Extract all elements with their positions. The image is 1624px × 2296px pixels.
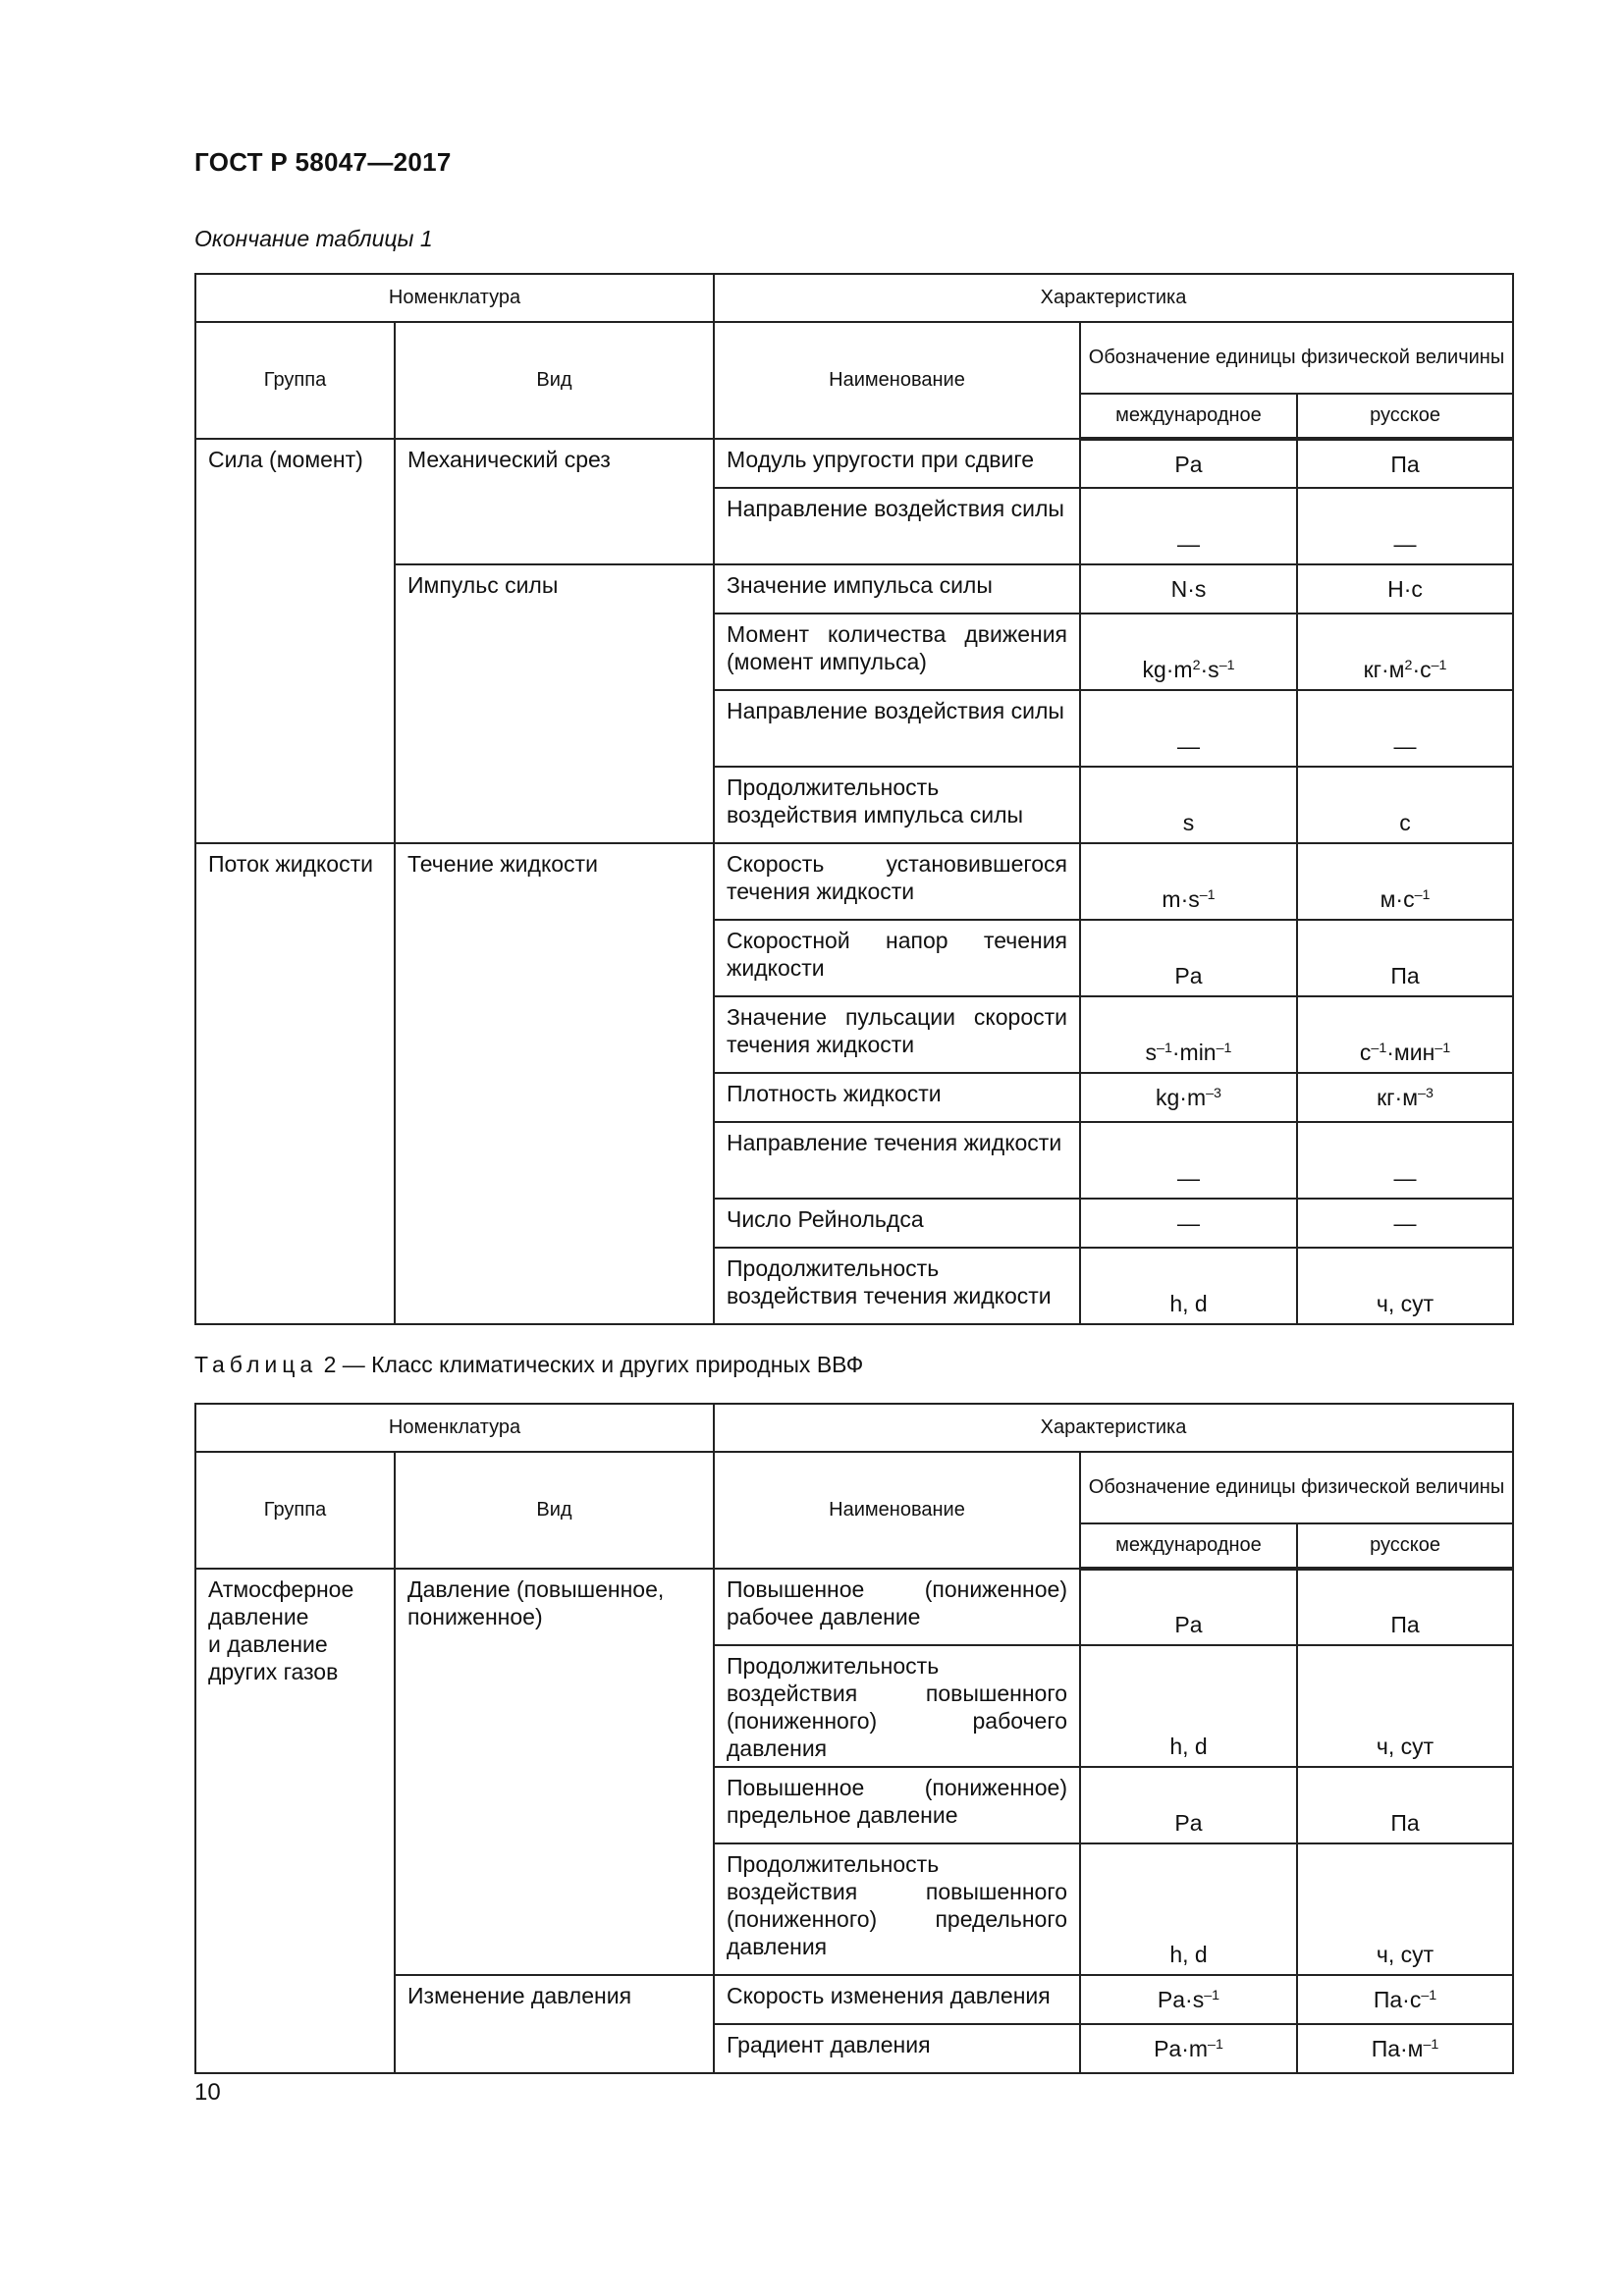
unit-russian: Па — [1297, 439, 1513, 488]
unit-international: h, d — [1080, 1843, 1297, 1975]
table-row — [195, 1569, 1513, 1645]
unit-international: Pa — [1080, 1767, 1297, 1843]
param-name: Скорость изменения давления — [714, 1975, 1080, 2024]
unit-international: $Pa\cdot m^{-1}$ — [1080, 2024, 1297, 2073]
table2-caption-label: Таблица — [194, 1352, 318, 1377]
param-name: Направление течения жидкости — [714, 1122, 1080, 1199]
unit-international: $m\cdot s^{-1}$ — [1080, 843, 1297, 920]
header-nomenclature: Номенклатура — [195, 274, 714, 322]
param-name: Продолжительность воздействия повышенного (пониженного) предельного давления — [714, 1843, 1080, 1975]
param-name: Продолжительность воздействия повышенного (пониженного) рабочего давления — [714, 1645, 1080, 1767]
unit-russian: Па — [1297, 1569, 1513, 1645]
table2 — [194, 1403, 1514, 2074]
header-international: международное — [1080, 1523, 1297, 1569]
unit-russian: $Па\cdot с^{-1}$ — [1297, 1975, 1513, 2024]
table-row — [195, 843, 1513, 920]
unit-russian: Н·с — [1297, 564, 1513, 614]
header-unit-designation: Обозначение единицы физической величины — [1080, 322, 1513, 394]
kind-cell: Изменение давления — [395, 1975, 714, 2073]
header-kind: Вид — [395, 322, 714, 439]
kind-cell: Давление (повышенное, пониженное) — [395, 1569, 714, 1975]
unit-russian: ч, сут — [1297, 1843, 1513, 1975]
unit-russian: $м\cdot с^{-1}$ — [1297, 843, 1513, 920]
unit-international: — — [1080, 1122, 1297, 1199]
header-characteristic: Характеристика — [714, 274, 1513, 322]
unit-russian: с — [1297, 767, 1513, 843]
table2-caption-text: 2 — Класс климатических и других природных ВВФ — [323, 1352, 864, 1377]
param-name: Значение пульсации скорости течения жидкости — [714, 996, 1080, 1073]
unit-russian: — — [1297, 1199, 1513, 1248]
kind-cell: Течение жидкости — [395, 843, 714, 1324]
header-characteristic: Характеристика — [714, 1404, 1513, 1452]
unit-russian: $кг\cdot м^{-3}$ — [1297, 1073, 1513, 1122]
param-name: Скоростной напор течения жидкости — [714, 920, 1080, 996]
document-header: ГОСТ Р 58047—2017 — [194, 147, 452, 177]
page-number: 10 — [194, 2079, 221, 2106]
param-name: Плотность жидкости — [714, 1073, 1080, 1122]
unit-russian: Па — [1297, 1767, 1513, 1843]
unit-russian: ч, сут — [1297, 1645, 1513, 1767]
param-name: Повышенное (пониженное) рабочее давление — [714, 1569, 1080, 1645]
unit-international: Pa — [1080, 920, 1297, 996]
unit-russian: $Па\cdot м^{-1}$ — [1297, 2024, 1513, 2073]
unit-russian: — — [1297, 1122, 1513, 1199]
unit-russian: $кг\cdot м^2\cdot с^{-1}$ — [1297, 614, 1513, 690]
unit-russian: Па — [1297, 920, 1513, 996]
table1-caption: Окончание таблицы 1 — [194, 226, 433, 251]
param-name: Число Рейнольдса — [714, 1199, 1080, 1248]
table-row — [195, 439, 1513, 488]
unit-international: — — [1080, 488, 1297, 564]
unit-international: $Pa\cdot s^{-1}$ — [1080, 1975, 1297, 2024]
param-name: Продолжительность воздействия импульса силы — [714, 767, 1080, 843]
unit-international: h, d — [1080, 1645, 1297, 1767]
unit-international: $kg\cdot m^{-3}$ — [1080, 1073, 1297, 1122]
param-name: Направление воздействия силы — [714, 488, 1080, 564]
header-russian: русское — [1297, 1523, 1513, 1569]
group-cell: Атмосферное давление и давление других газов — [195, 1569, 395, 2073]
param-name: Момент количества движения (момент импульса) — [714, 614, 1080, 690]
header-kind: Вид — [395, 1452, 714, 1569]
unit-international: N·s — [1080, 564, 1297, 614]
header-name: Наименование — [714, 322, 1080, 439]
param-name: Значение импульса силы — [714, 564, 1080, 614]
param-name: Продолжительность воздействия течения жидкости — [714, 1248, 1080, 1324]
param-name: Градиент давления — [714, 2024, 1080, 2073]
table1 — [194, 273, 1514, 1325]
table2-caption — [194, 1352, 863, 1378]
param-name: Направление воздействия силы — [714, 690, 1080, 767]
unit-international: Pa — [1080, 439, 1297, 488]
param-name: Повышенное (пониженное) предельное давление — [714, 1767, 1080, 1843]
unit-russian: — — [1297, 690, 1513, 767]
header-name: Наименование — [714, 1452, 1080, 1569]
group-cell: Сила (момент) — [195, 439, 395, 843]
unit-international: — — [1080, 1199, 1297, 1248]
unit-international: h, d — [1080, 1248, 1297, 1324]
unit-russian: — — [1297, 488, 1513, 564]
group-cell: Поток жидкости — [195, 843, 395, 1324]
unit-international: $s^{-1}\cdot\min^{-1}$ — [1080, 996, 1297, 1073]
unit-international: $kg\cdot m^2\cdot s^{-1}$ — [1080, 614, 1297, 690]
param-name: Скорость установившегося течения жидкости — [714, 843, 1080, 920]
unit-international: — — [1080, 690, 1297, 767]
kind-cell: Импульс силы — [395, 564, 714, 843]
unit-international: s — [1080, 767, 1297, 843]
header-group: Группа — [195, 1452, 395, 1569]
unit-russian: ч, сут — [1297, 1248, 1513, 1324]
header-unit-designation: Обозначение единицы физической величины — [1080, 1452, 1513, 1523]
unit-russian: $с^{-1}\cdot мин^{-1}$ — [1297, 996, 1513, 1073]
kind-cell: Механический срез — [395, 439, 714, 564]
param-name: Модуль упругости при сдвиге — [714, 439, 1080, 488]
header-group: Группа — [195, 322, 395, 439]
header-russian: русское — [1297, 394, 1513, 439]
header-international: международное — [1080, 394, 1297, 439]
header-nomenclature: Номенклатура — [195, 1404, 714, 1452]
unit-international: Pa — [1080, 1569, 1297, 1645]
